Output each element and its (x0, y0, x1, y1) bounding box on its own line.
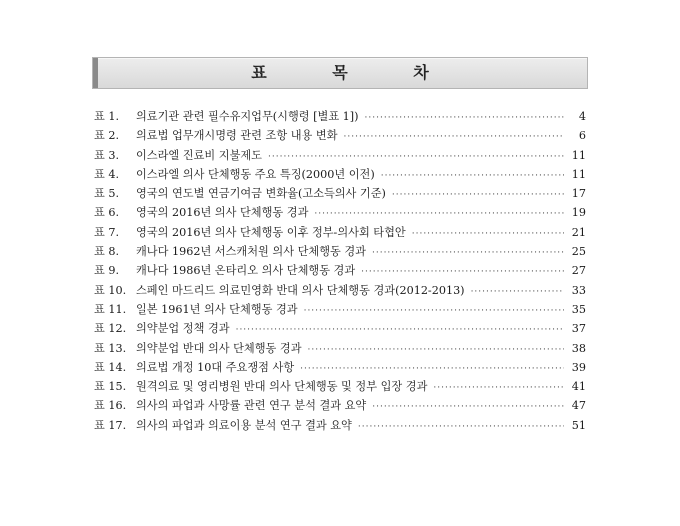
toc-row[interactable] (94, 378, 586, 397)
toc-page: 19 (571, 206, 586, 220)
toc-number: 표 13. (94, 341, 127, 355)
toc-leader-dots (361, 267, 564, 277)
toc-page: 21 (571, 225, 586, 239)
toc-page: 41 (571, 380, 586, 394)
toc-row[interactable] (94, 108, 586, 127)
toc-row[interactable] (94, 185, 586, 204)
toc-page: 6 (578, 129, 586, 143)
toc-label: 의료법 업무개시명령 관련 조항 내용 변화 (136, 129, 338, 143)
toc-leader-dots (268, 152, 564, 162)
toc-leader-dots (372, 402, 564, 412)
toc-number: 표 8. (94, 245, 120, 259)
toc-row[interactable] (94, 320, 586, 339)
toc-leader-dots (365, 113, 564, 123)
toc-leader-dots (314, 209, 564, 219)
toc-leader-dots (304, 306, 564, 316)
toc-number: 표 12. (94, 322, 127, 336)
toc-label: 의사의 파업과 사망률 관련 연구 분석 결과 요약 (136, 399, 367, 413)
toc-label: 의료법 개정 10대 주요쟁점 사항 (136, 360, 295, 374)
toc-page: 33 (571, 283, 586, 297)
toc-leader-dots (471, 287, 564, 297)
toc-number: 표 14. (94, 360, 127, 374)
toc-leader-dots (358, 422, 564, 432)
toc-row[interactable] (94, 262, 586, 281)
toc-label: 이스라엘 진료비 지불제도 (136, 148, 262, 162)
toc-label: 원격의료 및 영리병원 반대 의사 단체행동 및 정부 입장 경과 (136, 380, 428, 394)
toc-label: 캐나다 1986년 온타리오 의사 단체행동 경과 (136, 264, 356, 278)
toc-page: 38 (571, 341, 586, 355)
toc-row[interactable] (94, 204, 586, 223)
toc-label: 의약분업 정책 경과 (136, 322, 230, 336)
toc-leader-dots (372, 248, 564, 258)
toc-page: 11 (571, 167, 586, 181)
toc-page: 35 (571, 302, 586, 316)
toc-page: 37 (571, 322, 586, 336)
toc-page: 27 (571, 264, 586, 278)
toc-page: 39 (571, 360, 586, 374)
toc-row[interactable] (94, 243, 586, 262)
toc-leader-dots (344, 132, 564, 142)
toc-row[interactable] (94, 147, 586, 166)
toc-number: 표 16. (94, 399, 127, 413)
toc-page: 11 (571, 148, 586, 162)
toc-leader-dots (300, 364, 564, 374)
toc-leader-dots (392, 190, 564, 200)
toc-row[interactable] (94, 340, 586, 359)
toc-number: 표 17. (94, 418, 127, 432)
toc-page: 51 (571, 418, 586, 432)
toc-leader-dots (308, 345, 564, 355)
toc-leader-dots (433, 383, 564, 393)
toc-number: 표 10. (94, 283, 127, 297)
toc-row[interactable] (94, 301, 586, 320)
toc-number: 표 7. (94, 225, 120, 239)
toc-number: 표 3. (94, 148, 120, 162)
toc-row[interactable] (94, 127, 586, 146)
toc-page: 17 (571, 187, 586, 201)
toc-row[interactable] (94, 397, 586, 416)
toc-number: 표 11. (94, 302, 127, 316)
toc-label: 스페인 마드리드 의료민영화 반대 의사 단체행동 경과(2012-2013) (136, 283, 465, 297)
page-title: 표 목 차 (251, 63, 459, 82)
toc-label: 캐나다 1962년 서스캐처원 의사 단체행동 경과 (136, 245, 366, 259)
toc-number: 표 2. (94, 129, 120, 143)
toc-row[interactable] (94, 359, 586, 378)
toc-page: 25 (571, 245, 586, 259)
toc-number: 표 6. (94, 206, 120, 220)
toc-number: 표 5. (94, 187, 120, 201)
toc-label: 일본 1961년 의사 단체행동 경과 (136, 302, 298, 316)
toc-page: 4 (578, 110, 586, 123)
toc-number: 표 4. (94, 167, 120, 181)
toc-label: 이스라엘 의사 단체행동 주요 특징(2000년 이전) (136, 167, 375, 181)
toc-row[interactable] (94, 166, 586, 185)
title-box (92, 57, 588, 89)
toc-number: 표 1. (94, 110, 120, 123)
toc-label: 영국의 2016년 의사 단체행동 경과 (136, 206, 309, 220)
toc-label: 영국의 2016년 의사 단체행동 이후 정부-의사회 타협안 (136, 225, 406, 239)
toc-page: 47 (571, 399, 586, 413)
toc-label: 의료기관 관련 필수유지업무(시행령 [별표 1]) (136, 110, 359, 123)
toc-row[interactable] (94, 417, 586, 436)
toc-row[interactable] (94, 282, 586, 301)
toc-label: 의약분업 반대 의사 단체행동 경과 (136, 341, 302, 355)
toc-number: 표 9. (94, 264, 120, 278)
toc-row[interactable] (94, 224, 586, 243)
toc-leader-dots (381, 171, 564, 181)
toc-leader-dots (236, 325, 564, 335)
toc-label: 의사의 파업과 의료이용 분석 연구 결과 요약 (136, 418, 352, 432)
toc-label: 영국의 연도별 연금기여금 변화율(고소득의사 기준) (136, 187, 386, 201)
table-of-contents (94, 108, 586, 436)
toc-number: 표 15. (94, 380, 127, 394)
toc-leader-dots (412, 229, 564, 239)
